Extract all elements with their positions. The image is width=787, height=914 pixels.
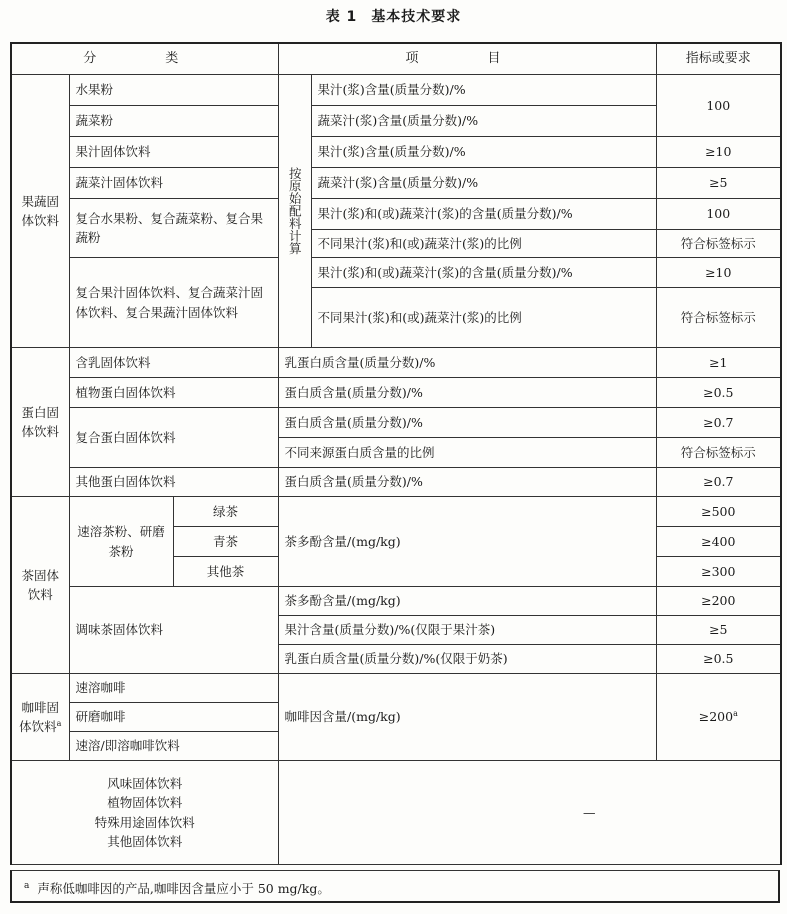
requirement-cell: ≥0.7	[656, 408, 781, 438]
header-item: 项 目	[278, 43, 656, 75]
requirement-cell: —	[278, 761, 781, 865]
item-cell: 乳蛋白质含量(质量分数)/%	[278, 348, 656, 378]
item-cell: 蛋白质含量(质量分数)/%	[278, 378, 656, 408]
item-cell: 不同果汁(浆)和(或)蔬菜汁(浆)的比例	[311, 288, 656, 348]
requirement-cell: ≥0.7	[656, 468, 781, 497]
table-row	[11, 497, 781, 527]
requirements-table	[10, 42, 782, 865]
requirement-cell: ≥10	[656, 137, 781, 168]
requirement-cell: ≥5	[656, 616, 781, 645]
group-coffee: 咖啡固体饮料$^a$	[11, 674, 69, 761]
table-row	[11, 468, 781, 497]
category-cell: 速溶/即溶咖啡饮料	[69, 732, 278, 761]
requirement-cell: 100	[656, 75, 781, 137]
item-cell: 蛋白质含量(质量分数)/%	[278, 408, 656, 438]
item-cell: 茶多酚含量/(mg/kg)	[278, 587, 656, 616]
category-cell: 研磨咖啡	[69, 703, 278, 732]
requirement-cell: ≥400	[656, 527, 781, 557]
group-fruit-veg: 果蔬固体饮料	[11, 75, 69, 348]
category-cell: 水果粉	[69, 75, 278, 106]
item-cell: 茶多酚含量/(mg/kg)	[278, 497, 656, 587]
group-protein: 蛋白固体饮料	[11, 348, 69, 497]
item-cell: 蔬菜汁(浆)含量(质量分数)/%	[311, 168, 656, 199]
header-requirement: 指标或要求	[656, 43, 781, 75]
requirement-cell: ≥1	[656, 348, 781, 378]
item-cell: 咖啡因含量/(mg/kg)	[278, 674, 656, 761]
footnote	[10, 870, 780, 903]
category-cell: 调味茶固体饮料	[69, 587, 278, 674]
requirement-cell: ≥0.5	[656, 378, 781, 408]
other-category: 特殊用途固体饮料	[94, 814, 195, 830]
table-row	[11, 378, 781, 408]
item-cell: 乳蛋白质含量(质量分数)/%(仅限于奶茶)	[278, 645, 656, 674]
table-row	[11, 199, 781, 230]
requirement-cell: ≥500	[656, 497, 781, 527]
category-cell: 蔬菜汁固体饮料	[69, 168, 278, 199]
item-cell: 果汁含量(质量分数)/%(仅限于果汁茶)	[278, 616, 656, 645]
requirement-cell: ≥5	[656, 168, 781, 199]
header-category: 分 类	[11, 43, 278, 75]
item-cell: 果汁(浆)和(或)蔬菜汁(浆)的含量(质量分数)/%	[311, 258, 656, 288]
table-number: 表 1	[325, 9, 358, 25]
category-cell: 含乳固体饮料	[69, 348, 278, 378]
item-cell: 果汁(浆)含量(质量分数)/%	[311, 75, 656, 106]
table-row	[11, 137, 781, 168]
category-cell: 果汁固体饮料	[69, 137, 278, 168]
table-row	[11, 75, 781, 106]
requirement-cell: 符合标签标示	[656, 438, 781, 468]
requirement-cell: 100	[656, 199, 781, 230]
table-row	[11, 168, 781, 199]
table-row	[11, 408, 781, 438]
requirement-cell: ≥10	[656, 258, 781, 288]
table-title	[0, 6, 787, 26]
item-cell: 蔬菜汁(浆)含量(质量分数)/%	[311, 106, 656, 137]
item-cell: 不同果汁(浆)和(或)蔬菜汁(浆)的比例	[311, 230, 656, 258]
requirement-cell: 符合标签标示	[656, 288, 781, 348]
table-row	[11, 674, 781, 703]
category-cell: 植物蛋白固体饮料	[69, 378, 278, 408]
category-cell: 速溶咖啡	[69, 674, 278, 703]
other-category: 风味固体饮料	[107, 775, 183, 791]
item-cell: 不同来源蛋白质含量的比例	[278, 438, 656, 468]
category-cell: 其他蛋白固体饮料	[69, 468, 278, 497]
table-row	[11, 348, 781, 378]
other-category: 其他固体饮料	[107, 833, 183, 849]
other-category: 植物固体饮料	[107, 795, 183, 811]
table-row	[11, 258, 781, 288]
category-cell: 速溶茶粉、研磨茶粉	[69, 497, 173, 587]
category-cell: 蔬菜粉	[69, 106, 278, 137]
tea-kind: 青茶	[173, 527, 278, 557]
footnote-mark: a	[56, 718, 62, 728]
footnote-text: 声称低咖啡因的产品,咖啡因含量应小于 50 mg/kg。	[37, 881, 330, 896]
requirement-cell: 符合标签标示	[656, 230, 781, 258]
item-cell: 果汁(浆)含量(质量分数)/%	[311, 137, 656, 168]
table-row	[11, 587, 781, 616]
calc-basis: 按原始配料计算	[278, 75, 311, 348]
category-cell: 复合果汁固体饮料、复合蔬菜汁固体饮料、复合果蔬汁固体饮料	[69, 258, 278, 348]
item-cell: 蛋白质含量(质量分数)/%	[278, 468, 656, 497]
category-cell: 复合蛋白固体饮料	[69, 408, 278, 468]
header-row	[11, 43, 781, 75]
table-row	[11, 761, 781, 865]
category-cell-other	[11, 761, 278, 865]
group-tea: 茶固体饮料	[11, 497, 69, 674]
category-cell: 复合水果粉、复合蔬菜粉、复合果蔬粉	[69, 199, 278, 258]
table-caption: 基本技术要求	[371, 9, 462, 25]
requirement-cell: $\ge 200^a$	[656, 674, 781, 761]
requirement-cell: ≥0.5	[656, 645, 781, 674]
requirement-cell: ≥300	[656, 557, 781, 587]
tea-kind: 绿茶	[173, 497, 278, 527]
footnote-mark: a	[733, 709, 738, 719]
requirement-cell: ≥200	[656, 587, 781, 616]
item-cell: 果汁(浆)和(或)蔬菜汁(浆)的含量(质量分数)/%	[311, 199, 656, 230]
tea-kind: 其他茶	[173, 557, 278, 587]
footnote-mark: a	[24, 880, 30, 891]
